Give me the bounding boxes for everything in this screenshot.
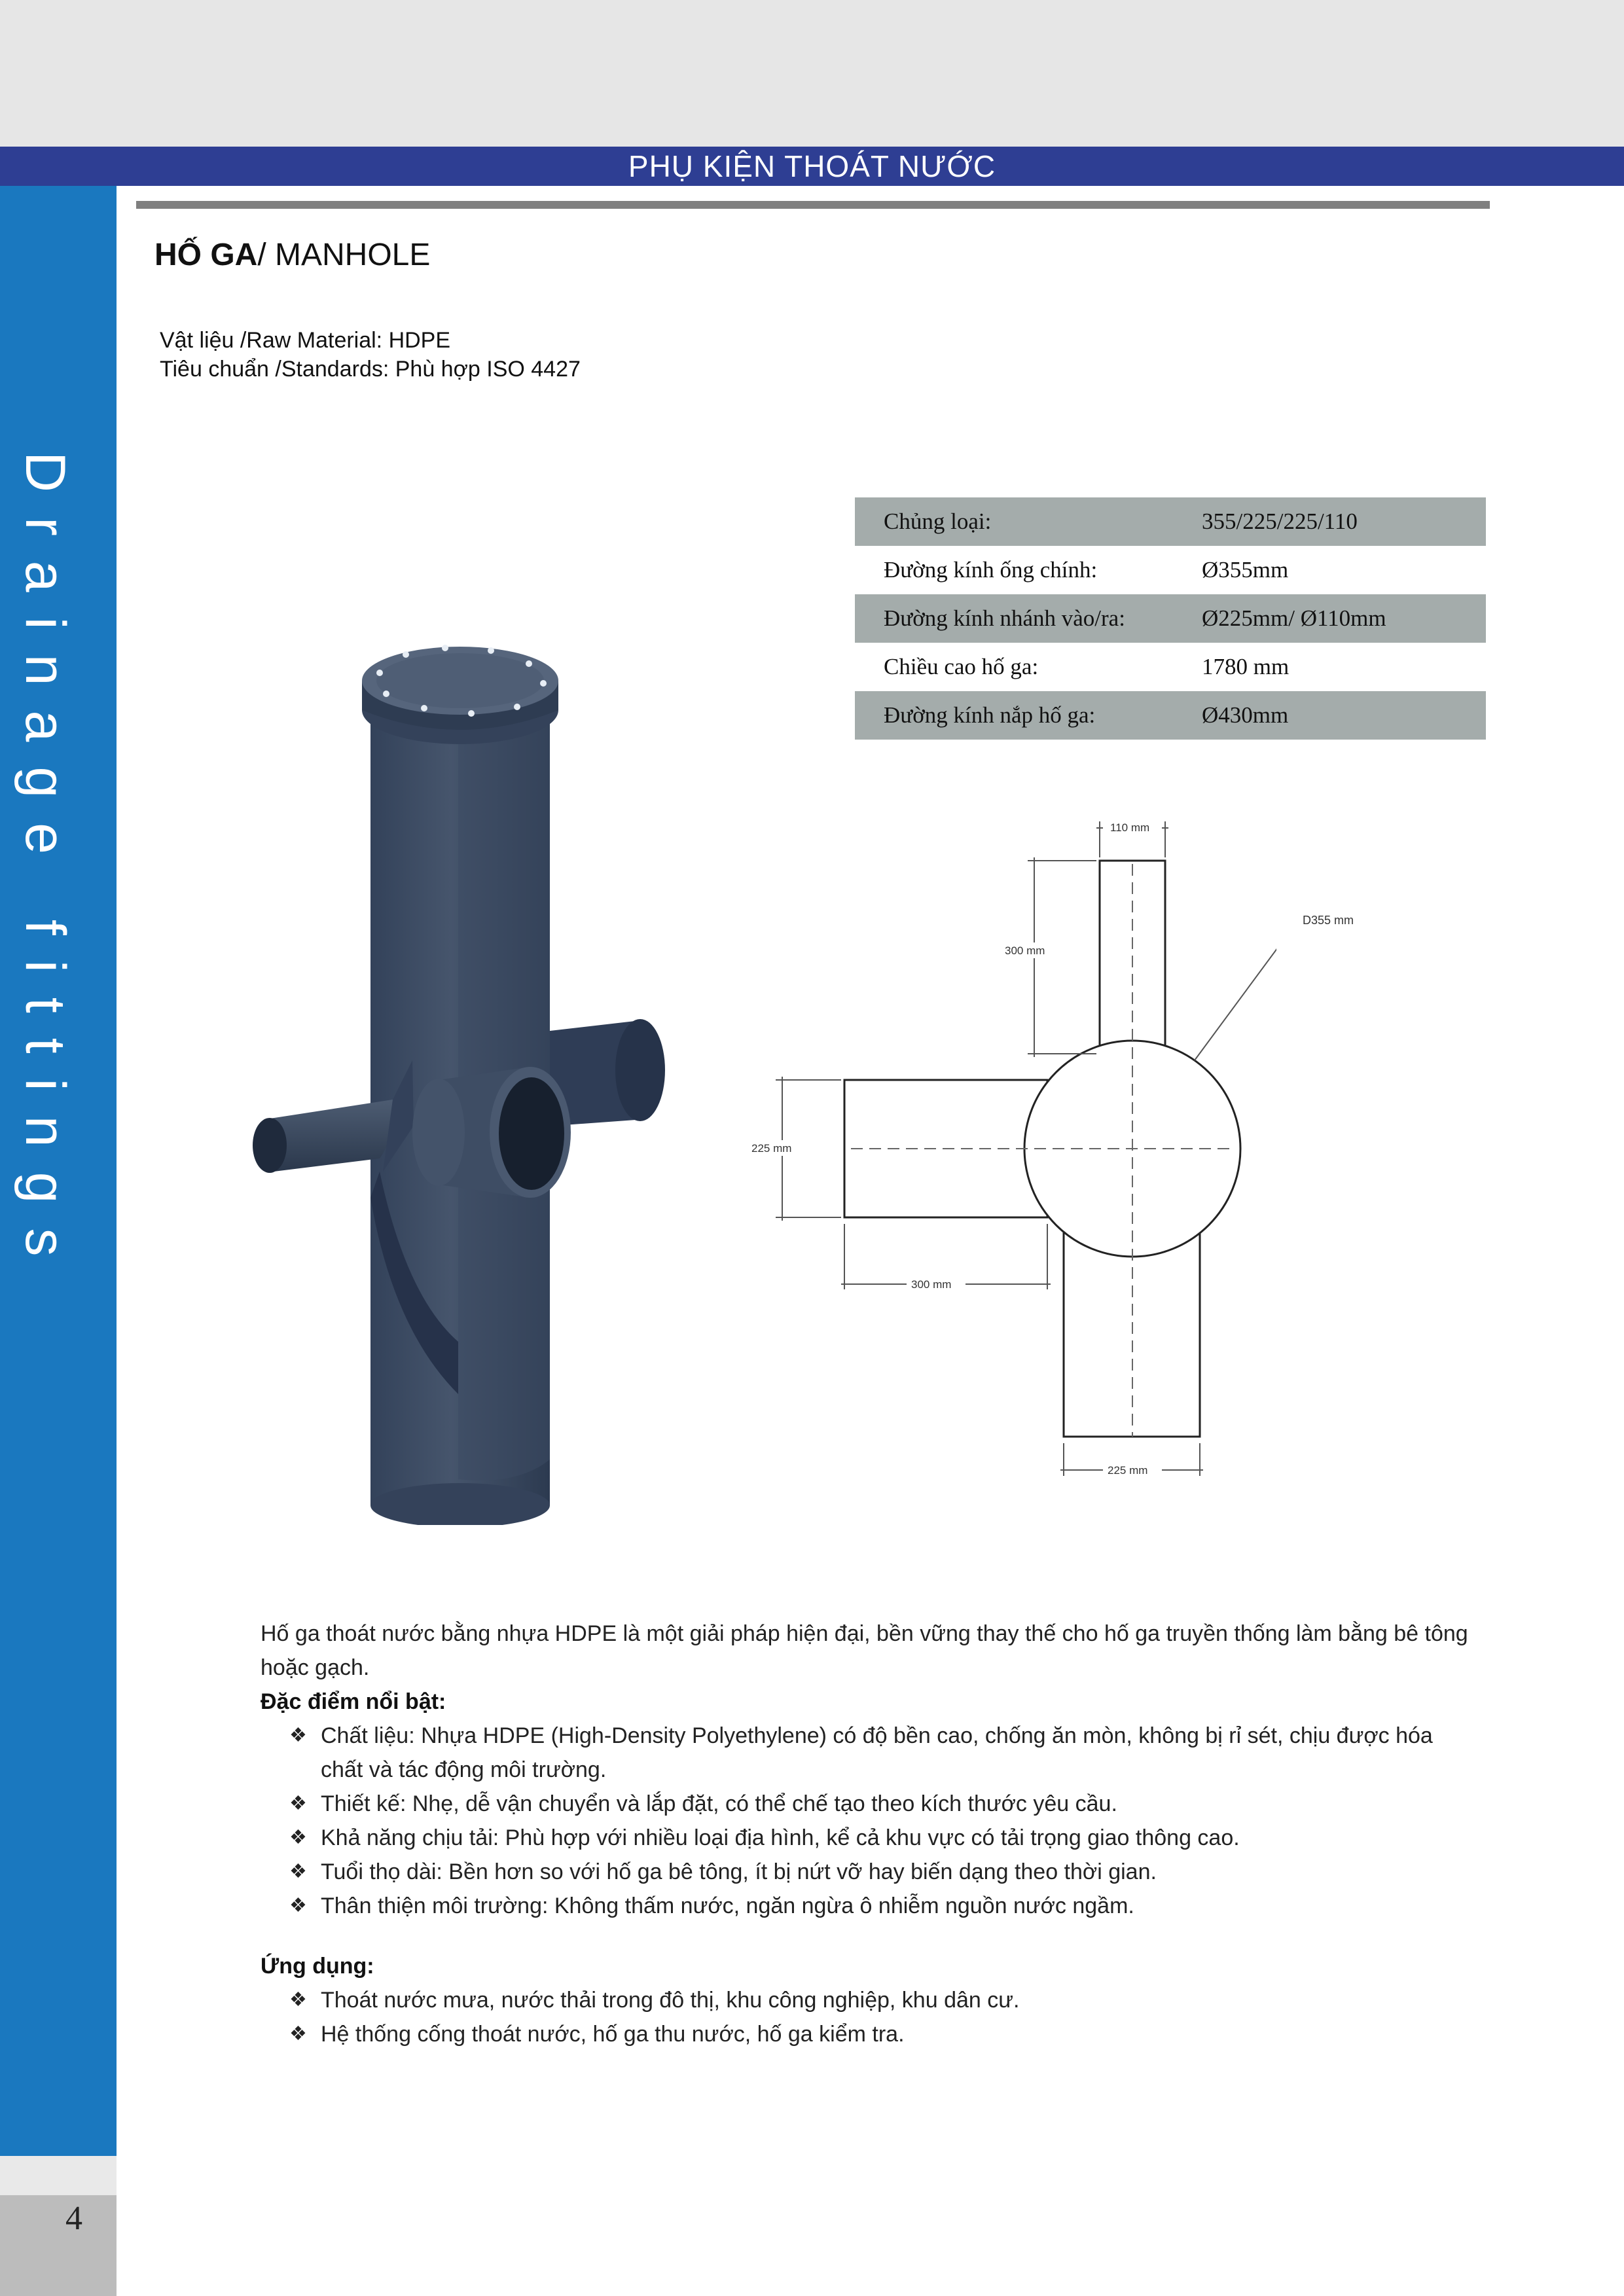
bullet-icon: ❖ (289, 1861, 307, 1882)
bullet-icon: ❖ (289, 1989, 307, 2011)
standard-line: Tiêu chuẩn /Standards: Phù hợp ISO 4427 (160, 357, 581, 382)
list-item: ❖ Chất liệu: Nhựa HDPE (High-Density Polyethylene) có độ bền cao, chống ăn mòn, không bị rỉ sét, chịu được hóa chất và tác động môi trường. (261, 1719, 1478, 1787)
bullet-icon: ❖ (289, 2023, 307, 2045)
intro-paragraph: Hố ga thoát nước bằng nhựa HDPE là một giải pháp hiện đại, bền vững thay thế cho hố ga truyền thống làm bằng bê tông hoặc gạch. (261, 1621, 1468, 1680)
spec-value: Ø225mm/ Ø110mm (1202, 605, 1386, 631)
bullet-icon: ❖ (289, 1725, 307, 1746)
dim-left-height: 225 mm (751, 1142, 792, 1155)
dim-bottom-width: 225 mm (1108, 1464, 1148, 1477)
spec-label: Đường kính nhánh vào/ra: (884, 605, 1125, 631)
applications-title: Ứng dụng: (261, 1954, 374, 1979)
spec-value: 1780 mm (1202, 654, 1290, 679)
dim-top-length: 300 mm (1005, 944, 1045, 957)
spec-row-branch-diameter (855, 594, 1486, 643)
sidebar-light-block (0, 2156, 117, 2195)
spec-value: 355/225/225/110 (1202, 509, 1358, 534)
list-item: ❖ Thiết kế: Nhẹ, dễ vận chuyển và lắp đặt, có thể chế tạo theo kích thước yêu cầu. (261, 1787, 1478, 1821)
list-item: ❖ Thân thiện môi trường: Không thấm nước, ngăn ngừa ô nhiễm nguồn nước ngầm. (261, 1889, 1478, 1923)
spec-table (855, 497, 1486, 740)
page-header-title: PHỤ KIỆN THOÁT NƯỚC (628, 149, 996, 183)
divider-rule (136, 201, 1490, 209)
spec-label: Đường kính ống chính: (884, 557, 1098, 583)
list-item: ❖ Tuổi thọ dài: Bền hơn so với hố ga bê tông, ít bị nứt vỡ hay biến dạng theo thời gian. (261, 1855, 1478, 1889)
list-item: ❖ Hệ thống cống thoát nước, hố ga thu nước, hố ga kiểm tra. (261, 2017, 1478, 2051)
list-item: ❖ Thoát nước mưa, nước thải trong đô thị, khu công nghiệp, khu dân cư. (261, 1983, 1478, 2017)
sidebar-vertical-text: Drainage fittings (14, 452, 77, 1282)
material-line: Vật liệu /Raw Material: HDPE (160, 328, 451, 353)
bullet-icon: ❖ (289, 1895, 307, 1916)
spec-row-main-diameter (855, 546, 1486, 594)
technical-drawing (733, 792, 1276, 1499)
material-info (160, 326, 581, 384)
list-item: ❖ Khả năng chịu tải: Phù hợp với nhiều loại địa hình, kể cả khu vực có tải trọng giao thông cao. (261, 1821, 1478, 1855)
description (261, 1617, 1478, 2051)
section-title-bold: HỐ GA (154, 238, 258, 272)
top-margin (0, 0, 1624, 147)
manhole-3d-render (242, 609, 700, 1525)
applications-list (261, 1983, 1478, 2051)
dim-top-width: 110 mm (1110, 821, 1150, 834)
spec-label: Đường kính nắp hố ga: (884, 702, 1096, 728)
spec-row-cover-diameter (855, 691, 1486, 740)
section-title (154, 237, 430, 273)
page-number: 4 (65, 2200, 82, 2237)
features-list (261, 1719, 1478, 1923)
dim-diameter-label: D355 mm (1303, 914, 1354, 927)
spec-row-type (855, 497, 1486, 546)
spec-value: Ø355mm (1202, 557, 1289, 583)
dim-left-length: 300 mm (911, 1278, 952, 1291)
bullet-icon: ❖ (289, 1827, 307, 1848)
spec-value: Ø430mm (1202, 702, 1289, 728)
section-title-rest: / MANHOLE (257, 238, 431, 272)
bullet-icon: ❖ (289, 1793, 307, 1814)
features-title: Đặc điểm nổi bật: (261, 1689, 446, 1714)
spec-label: Chủng loại: (884, 509, 992, 534)
spec-row-height (855, 643, 1486, 691)
spec-label: Chiều cao hố ga: (884, 654, 1039, 679)
